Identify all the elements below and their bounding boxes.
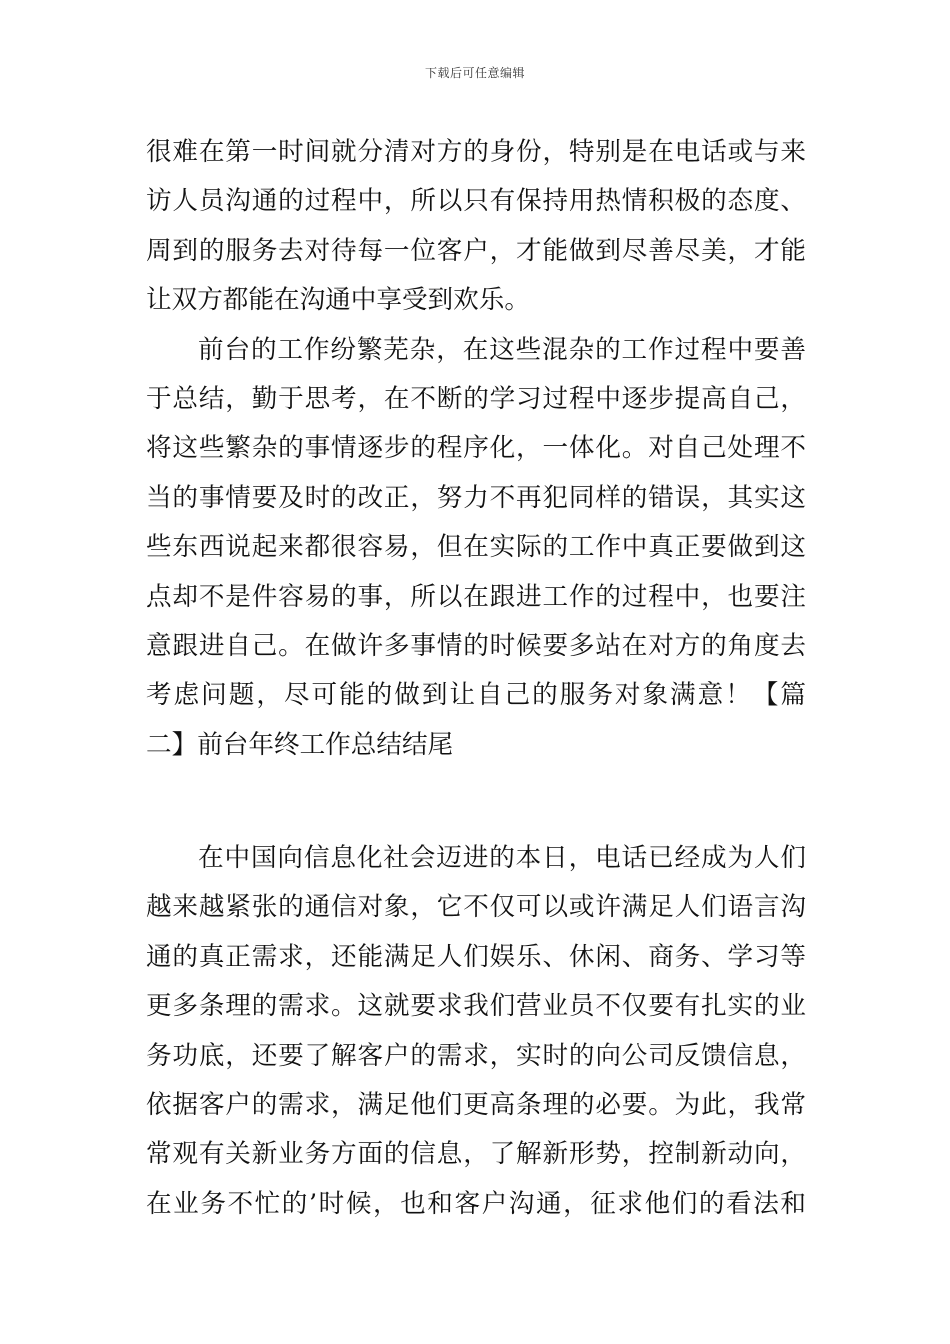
text-line: 点却不是件容易的事，所以在跟进工作的过程中，也要注 — [146, 581, 806, 612]
text-line: 让双方都能在沟通中享受到欢乐。 — [146, 285, 530, 316]
section-gap — [146, 770, 806, 834]
text-line: 访人员沟通的过程中，所以只有保持用热情积极的态度、 — [146, 186, 806, 217]
document-body — [146, 128, 806, 1229]
text-line: 依据客户的需求，满足他们更高条理的必要。为此，我常 — [146, 1090, 806, 1121]
paragraph-3 — [146, 834, 806, 1229]
text-line: 很难在第一时间就分清对方的身份，特别是在电话或与来 — [146, 137, 806, 167]
text-line: 考虑问题，尽可能的做到让自己的服务对象满意！【篇 — [146, 680, 806, 711]
page-header: 下载后可任意编辑 — [424, 66, 525, 80]
text-line: 些东西说起来都很容易，但在实际的工作中真正要做到这 — [146, 532, 806, 563]
text-line: 将这些繁杂的事情逐步的程序化，一体化。对自己处理不 — [146, 433, 806, 464]
text-line: 更多条理的需求。这就要求我们营业员不仅要有扎实的业 — [146, 991, 806, 1022]
text-line: 前台的工作纷繁芜杂，在这些混杂的工作过程中要善 — [198, 334, 806, 365]
text-line: 常观有关新业务方面的信息，了解新形势，控制新动向， — [146, 1139, 806, 1170]
paragraph-1 — [146, 128, 806, 326]
paragraph-2 — [146, 326, 806, 771]
text-line: 于总结，勤于思考，在不断的学习过程中逐步提高自己， — [146, 383, 806, 414]
text-line: 二】前台年终工作总结结尾 — [146, 729, 454, 760]
text-line: 周到的服务去对待每一位客户，才能做到尽善尽美，才能 — [146, 235, 806, 266]
text-line: 在中国向信息化社会迈进的本日，电话已经成为人们 — [198, 843, 806, 874]
text-line: 当的事情要及时的改正，努力不再犯同样的错误，其实这 — [146, 482, 806, 513]
text-line: 务功底，还要了解客户的需求，实时的向公司反馈信息， — [146, 1040, 806, 1071]
text-line: 通的真正需求，还能满足人们娱乐、休闲、商务、学习等 — [146, 941, 806, 972]
text-line: 在业务不忙的’时候，也和客户沟通，征求他们的看法和 — [146, 1188, 806, 1219]
text-line: 意跟进自己。在做许多事情的时候要多站在对方的角度去 — [146, 630, 806, 661]
text-line: 越来越紧张的通信对象，它不仅可以或许满足人们语言沟 — [146, 892, 806, 923]
